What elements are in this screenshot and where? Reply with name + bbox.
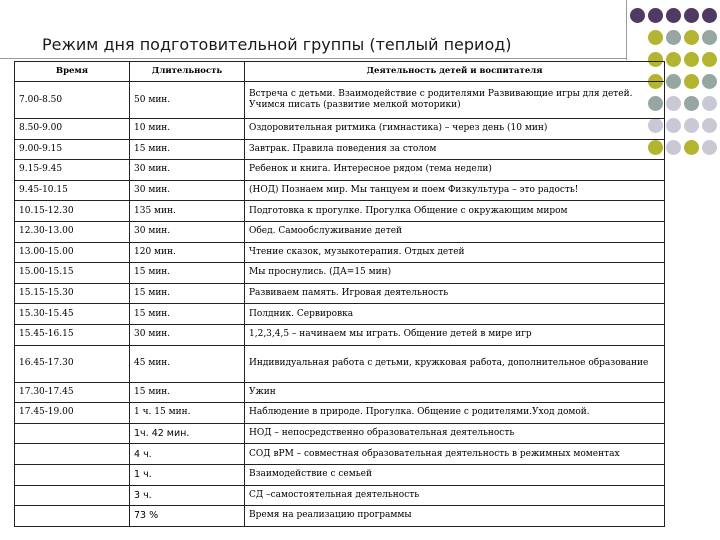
cell-activity: Время на реализацию программы	[245, 506, 665, 527]
cell-time: 15.00-15.15	[15, 263, 130, 284]
decorative-dot	[684, 96, 699, 111]
cell-activity: 1,2,3,4,5 – начинаем мы играть. Общение детей в мире игр	[245, 324, 665, 345]
table-row	[15, 444, 665, 465]
decorative-dot	[684, 52, 699, 67]
table-row	[15, 382, 665, 403]
cell-time: 15.15-15.30	[15, 283, 130, 304]
table-row	[15, 324, 665, 345]
decorative-dot	[666, 118, 681, 133]
cell-duration: 1 ч. 15 мин.	[130, 403, 245, 424]
decorative-dot	[684, 30, 699, 45]
cell-activity: Встреча с детьми. Взаимодействие с родителями Развивающие игры для детей. Учимся писать (развитие мелкой моторики)	[245, 82, 665, 119]
cell-time: 15.30-15.45	[15, 304, 130, 325]
decorative-dot	[684, 74, 699, 89]
cell-duration: 15 мин.	[130, 263, 245, 284]
decorative-dot	[702, 30, 717, 45]
decorative-dot	[702, 52, 717, 67]
cell-time: 17.30-17.45	[15, 382, 130, 403]
table-row	[15, 485, 665, 506]
cell-time: 10.15-12.30	[15, 201, 130, 222]
cell-activity: СД –самостоятельная деятельность	[245, 485, 665, 506]
decorative-dot	[684, 8, 699, 23]
vertical-rule	[626, 0, 627, 60]
cell-duration: 135 мин.	[130, 201, 245, 222]
cell-duration: 1ч. 42 мин.	[130, 423, 245, 444]
decorative-dot	[648, 30, 663, 45]
cell-duration: 3 ч.	[130, 485, 245, 506]
cell-duration: 30 мин.	[130, 324, 245, 345]
cell-time: 12.30-13.00	[15, 221, 130, 242]
horizontal-rule	[0, 58, 626, 59]
cell-activity: Взаимодействие с семьей	[245, 464, 665, 485]
decorative-dot	[666, 52, 681, 67]
decorative-dot	[702, 140, 717, 155]
cell-activity: Развиваем память. Игровая деятельность	[245, 283, 665, 304]
table-row	[15, 345, 665, 382]
table-row	[15, 423, 665, 444]
decorative-dot	[666, 140, 681, 155]
decorative-dot	[702, 74, 717, 89]
cell-duration: 4 ч.	[130, 444, 245, 465]
table-row	[15, 464, 665, 485]
cell-time	[15, 485, 130, 506]
cell-duration: 30 мин.	[130, 180, 245, 201]
cell-activity: Оздоровительная ритмика (гимнастика) – через день (10 мин)	[245, 119, 665, 140]
cell-time: 9.45-10.15	[15, 180, 130, 201]
cell-duration: 45 мин.	[130, 345, 245, 382]
table-header-row	[15, 62, 665, 82]
table-row	[15, 263, 665, 284]
cell-time: 13.00-15.00	[15, 242, 130, 263]
decorative-dot	[702, 8, 717, 23]
cell-activity: Завтрак. Правила поведения за столом	[245, 139, 665, 160]
cell-duration: 30 мин.	[130, 160, 245, 181]
cell-duration: 120 мин.	[130, 242, 245, 263]
cell-time	[15, 444, 130, 465]
cell-activity: Чтение сказок, музыкотерапия. Отдых детей	[245, 242, 665, 263]
cell-activity: Индивидуальная работа с детьми, кружковая работа, дополнительное образование	[245, 345, 665, 382]
table-row	[15, 160, 665, 181]
schedule-table	[14, 61, 665, 527]
table-row	[15, 403, 665, 424]
cell-activity: (НОД) Познаем мир. Мы танцуем и поем Физкультура – это радость!	[245, 180, 665, 201]
cell-duration: 15 мин.	[130, 139, 245, 160]
cell-duration: 30 мин.	[130, 221, 245, 242]
cell-duration: 73 %	[130, 506, 245, 527]
cell-duration: 15 мин.	[130, 382, 245, 403]
cell-time: 9.00-9.15	[15, 139, 130, 160]
table-row	[15, 304, 665, 325]
decorative-dot	[666, 74, 681, 89]
cell-time: 8.50-9.00	[15, 119, 130, 140]
cell-time	[15, 464, 130, 485]
table-row	[15, 242, 665, 263]
cell-time: 16.45-17.30	[15, 345, 130, 382]
table-row	[15, 201, 665, 222]
cell-activity: Ребенок и книга. Интересное рядом (тема недели)	[245, 160, 665, 181]
table-row	[15, 180, 665, 201]
page-title: Режим дня подготовительной группы (теплый период)	[42, 35, 512, 54]
cell-activity: СОД вРМ – совместная образовательная деятельность в режимных моментах	[245, 444, 665, 465]
cell-activity: Мы проснулись. (ДА=15 мин)	[245, 263, 665, 284]
decorative-dot	[684, 118, 699, 133]
cell-duration: 50 мин.	[130, 82, 245, 119]
table-row	[15, 221, 665, 242]
table-row	[15, 139, 665, 160]
table-row	[15, 506, 665, 527]
cell-activity: Обед. Самообслуживание детей	[245, 221, 665, 242]
decorative-dot	[648, 8, 663, 23]
table-row	[15, 119, 665, 140]
cell-time: 7.00-8.50	[15, 82, 130, 119]
cell-time: 17.45-19.00	[15, 403, 130, 424]
cell-time: 9.15-9.45	[15, 160, 130, 181]
decorative-dot	[666, 8, 681, 23]
table-row	[15, 82, 665, 119]
cell-duration: 15 мин.	[130, 304, 245, 325]
cell-activity: Полдник. Сервировка	[245, 304, 665, 325]
header-activity: Деятельность детей и воспитателя	[245, 62, 665, 82]
cell-activity: НОД – непосредственно образовательная деятельность	[245, 423, 665, 444]
cell-time	[15, 506, 130, 527]
cell-duration: 10 мин.	[130, 119, 245, 140]
decorative-dot	[702, 118, 717, 133]
decorative-dot	[630, 8, 645, 23]
decorative-dot	[666, 30, 681, 45]
decorative-dot	[702, 96, 717, 111]
decorative-dot	[684, 140, 699, 155]
cell-duration: 15 мин.	[130, 283, 245, 304]
cell-duration: 1 ч.	[130, 464, 245, 485]
header-duration: Длительность	[130, 62, 245, 82]
cell-time: 15.45-16.15	[15, 324, 130, 345]
cell-activity: Ужин	[245, 382, 665, 403]
header-time: Время	[15, 62, 130, 82]
decorative-dot	[666, 96, 681, 111]
table-row	[15, 283, 665, 304]
cell-activity: Наблюдение в природе. Прогулка. Общение с родителями.Уход домой.	[245, 403, 665, 424]
cell-activity: Подготовка к прогулке. Прогулка Общение с окружающим миром	[245, 201, 665, 222]
cell-time	[15, 423, 130, 444]
